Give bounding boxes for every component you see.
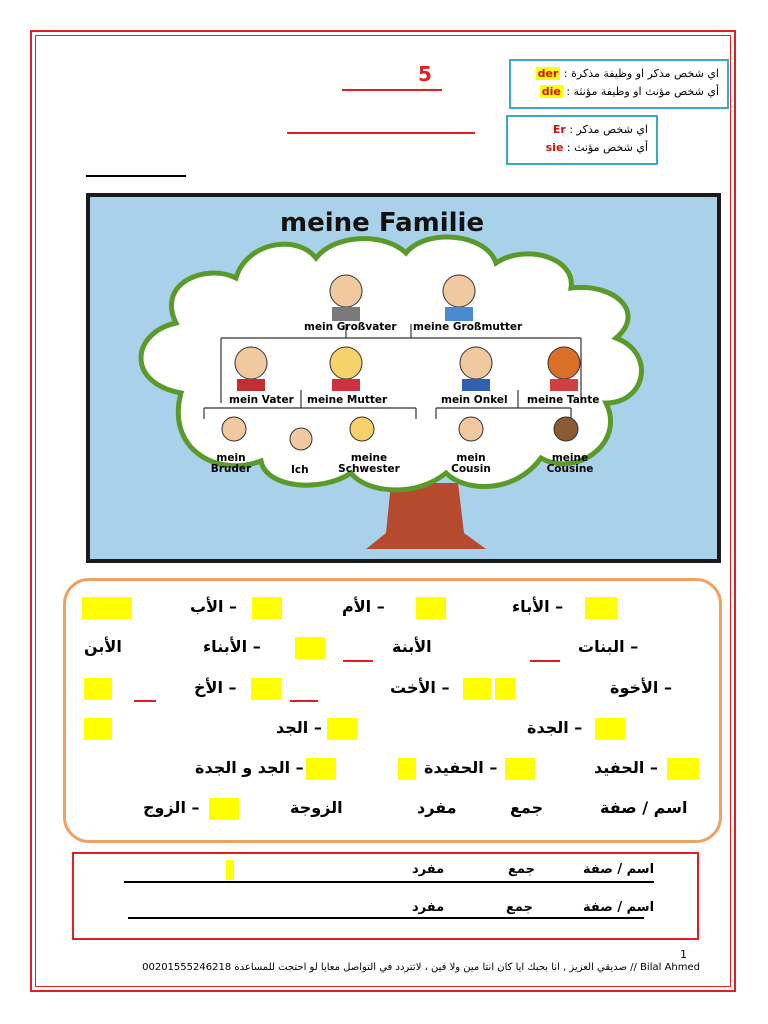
answer-blank[interactable] <box>495 678 515 700</box>
label-aunt: meine Tante <box>527 394 600 406</box>
pronouns-note: اي شخص مذكر : Er أي شخص مؤنث : sie <box>506 115 658 165</box>
label-me: Ich <box>291 464 309 476</box>
vocab-singular-label: مفرد <box>417 798 457 817</box>
vocab-sons: – الأبناء <box>203 637 261 656</box>
family-tree-image <box>86 193 721 563</box>
answer-line <box>343 660 373 662</box>
answer-line-2 <box>128 917 644 919</box>
label-mother: meine Mutter <box>307 394 388 406</box>
label-father: mein Vater <box>229 394 294 406</box>
article-der: der <box>537 67 559 80</box>
answer-blank[interactable] <box>84 678 112 700</box>
vocab-daughter: الأبنة <box>392 637 432 656</box>
bottom-plural-1: جمع <box>508 862 535 877</box>
answer-blank[interactable] <box>84 718 112 740</box>
label-sister: meine Schwester <box>338 452 400 475</box>
family-tree-title: meine Familie <box>280 208 485 238</box>
vocab-grandfather: – الجد <box>276 718 322 737</box>
vocab-plural-label: جمع <box>510 798 544 817</box>
answer-blank[interactable] <box>82 597 132 619</box>
pronoun-sie: sie <box>545 141 564 154</box>
answer-line <box>134 700 156 702</box>
vocab-sister: – الأخت <box>390 678 450 697</box>
page-number-header: 5 <box>418 62 432 86</box>
bottom-noun-adj-1: اسم / صفة <box>583 862 655 877</box>
footer-text: صديقي العزيز , انا بحبك ايا كان انتا مين ولا فين ، لاتتردد في التواصل معايا لو احتجت للمساعدة 00201555246218 // Bilal Ahmed <box>142 962 700 973</box>
answer-blank[interactable] <box>306 758 336 780</box>
vocab-grandparents: – الجد و الجدة <box>195 758 304 777</box>
answer-blank[interactable] <box>667 758 699 780</box>
footer-page-number: 1 <box>680 948 687 961</box>
vocab-parents: – الأباء <box>512 597 564 616</box>
vocab-granddaughter: – الحفيدة <box>424 758 498 777</box>
header-underline-2 <box>287 132 475 134</box>
vocab-husband: – الزوج <box>143 798 200 817</box>
bottom-plural-2: جمع <box>506 900 533 915</box>
label-grandmother: meine Großmutter <box>413 321 523 333</box>
label-uncle: mein Onkel <box>441 394 508 406</box>
label-cousin-m: mein Cousin <box>451 452 491 475</box>
answer-blank[interactable] <box>595 718 625 740</box>
answer-blank[interactable] <box>398 758 416 780</box>
answer-line <box>530 660 560 662</box>
vocab-son: الأبن <box>84 637 122 656</box>
vocab-siblings: – الأخوة <box>610 678 672 697</box>
bottom-noun-adj-2: اسم / صفة <box>583 900 655 915</box>
label-grandfather: mein Großvater <box>304 321 397 333</box>
answer-blank[interactable] <box>505 758 535 780</box>
bottom-singular-1: مفرد <box>412 862 445 877</box>
answer-blank[interactable] <box>251 678 281 700</box>
bottom-singular-2: مفرد <box>412 900 445 915</box>
answer-blank[interactable] <box>327 718 357 740</box>
answer-blank[interactable] <box>226 860 234 880</box>
answer-blank[interactable] <box>463 678 491 700</box>
article-die: die <box>541 85 561 98</box>
vocab-mother: – الأم <box>342 597 385 616</box>
vocab-noun-adj-label: اسم / صفة <box>600 798 688 817</box>
answer-blank[interactable] <box>416 597 446 619</box>
header-underline-3 <box>86 175 186 177</box>
vocab-grandmother: – الجدة <box>527 718 583 737</box>
vocab-father: – الأب <box>190 597 238 616</box>
pronoun-er: Er <box>552 123 566 136</box>
answer-blank[interactable] <box>209 798 239 820</box>
answer-blank[interactable] <box>585 597 617 619</box>
articles-note: اي شخص مذكر او وظيفة مذكرة : der أي شخص مؤنث او وظيفة مؤنثة : die <box>509 59 729 109</box>
answer-blank[interactable] <box>295 637 325 659</box>
vocab-wife: الزوجة <box>290 798 343 817</box>
vocab-grandson: – الحفيد <box>594 758 658 777</box>
vocab-brother: – الأخ <box>194 678 237 697</box>
label-brother: mein Bruder <box>210 452 252 475</box>
answer-blank[interactable] <box>252 597 282 619</box>
header-underline-1 <box>342 89 442 91</box>
answer-line-1 <box>124 881 654 883</box>
vocab-daughters: – البنات <box>578 637 639 656</box>
answer-line <box>290 700 318 702</box>
label-cousin-f: meine Cousine <box>546 452 594 475</box>
